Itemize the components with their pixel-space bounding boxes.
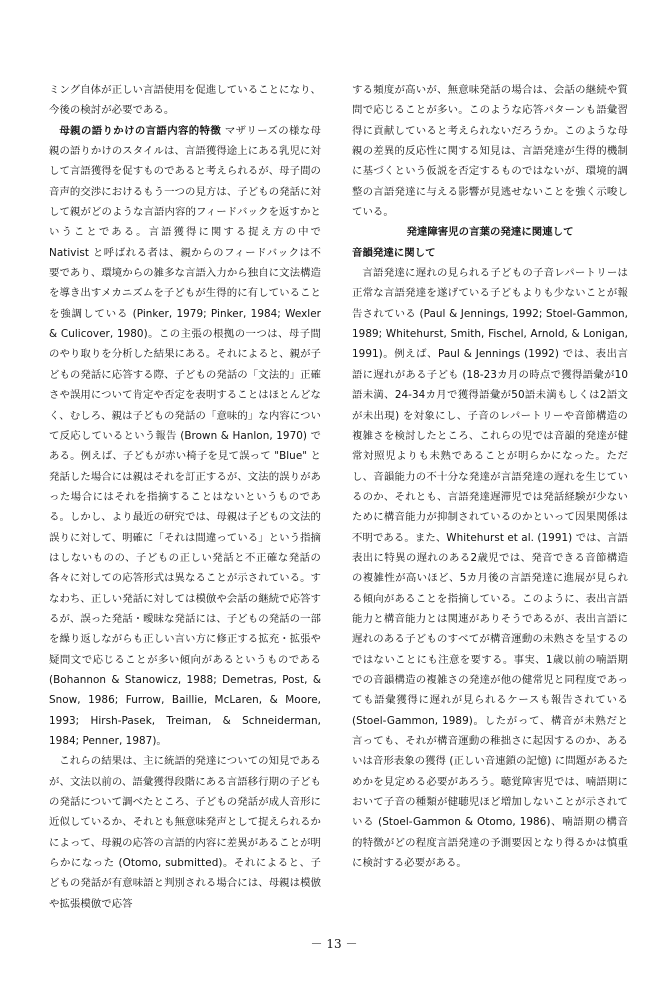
chapter-heading: 発達障害児の言葉の発達に関連して xyxy=(406,226,574,239)
left-section-paragraph xyxy=(49,121,321,752)
right-continuation-paragraph: する頻度が高いが、無意味発話の場合は、会話の継続や質問で応じることが多い。このような応答パターンも語彙習得に貢献していると考えられないだろうか。このような母親の差異的反応性に関する知見は、言語発達が生得的機制に基づくという仮説を否定するものではないが、環境的調整の言語発達に与える影響が見逃せないことを強く示唆している。 xyxy=(352,84,628,219)
right-body-paragraph: 言語発達に遅れの見られる子どもの子音レパートリーは正常な言語発達を遂げている子どもよりも少ないことが報告されている (Paul & Jennings, 1992; Stoel-Gammon, 1989; Whitehurst, Smith, Fischel, Arnold, & Lonigan, 1991)。例えば、Paul & Jennings (1992) では、表出言語に遅れがある子ども (18-23カ月の時点で獲得語彙が10語未満、24-34カ月で獲得語彙が50語未満もしくは2語文が未出現) を対象にし、子音のレパートリーや音節構造の複雑さを検討したところ、これらの児では音韻的発達が健常対照児よりも未熟であることが明らかになった。ただし、音韻能力の不十分な発達が言語発達の遅れを生じているのか、それとも、言語発達遅滞児では発話経験が少ないために構音能力が抑制されているのかといって因果関係は不明である。また、Whitehurst et al. (1991) では、言語表出に特異の遅れのある2歳児では、発音できる音節構造の複雑性が高いほど、5カ月後の言語発達に進展が見られる傾向があることを指摘している。このように、表出言語能力と構音能力とは関連がありそうであるが、表出言語に遅れのある子どものすべてが構音運動の未熟さを呈するのではないことにも注意を要する。事実、1歳以前の喃語期での音韻構造の複雑さの発達が他の健常児と同程度であっても語彙獲得に遅れが見られるケースも報告されている (Stoel-Gammon, 1989)。したがって、構音が未熟だと言っても、それが構音運動の稚拙さに起因するのか、あるいは音形表象の獲得 (正しい音連鎖の記憶) に問題があるためかを見定める必要があろう。聴覚障害児では、喃語期において子音の種類が健聴児ほど増加しないことが示されている (Stoel-Gammon & Otomo, 1986)、喃語期の構音的特徴がどの程度言語発達の予測要因となり得るかは慎重に検討する必要がある。 xyxy=(352,267,628,870)
left-continuation-paragraph: ミング自体が正しい言語使用を促進していることになり、今後の検討が必要である。 xyxy=(49,84,321,117)
left-column xyxy=(49,80,321,914)
section-body: マザリーズの様な母親の語りかけのスタイルは、言語獲得途上にある乳児に対して言語獲得を促すものであると考えられるが、母子間の音声的交渉におけるもう一つの見方は、子どもの発話に対して親がどのような言語内容的フィードバックを返すかということである。言語獲得に関する捉え方の中で Nativist と呼ばれる者は、親からのフィードバックは不要であり、環境からの雑多な言語入力から独自に文法構造を導き出すメカニズムを子どもが生得的に有していることを強調している (Pinker, 1979; Pinker, 1984; Wexler & Culicover, 1980)。この主張の根拠の一つは、母子間のやり取りを分析した結果にある。それによると、親が子どもの発話に応答する際、子どもの発話の「文法的」正確さや誤用について肯定や否定を表明することはほとんどなく、むしろ、親は子どもの発話の「意味的」な内容について反応しているという報告 (Brown & Hanlon, 1970) である。例えば、子どもが赤い椅子を見て誤って "Blue" と発話した場合には親はそれを訂正するが、文法的誤りがあった場合にはそれを指摘することはないというものである。しかし、より最近の研究では、母親は子どもの文法的誤りに対して、明確に「それは間違っている」という指摘はしないものの、子どもの正しい発話と不正確な発話の各々に対しての応答形式は異なることが示されている。すなわち、正しい発話に対しては模倣や会話の継続で応答するが、誤った発話・曖昧な発話には、子どもの発話の一部を繰り返しながらも正しい言い方に修正する拡充・拡張や疑問文で応じることが多い傾向があるというものである (Bohannon & Stanowicz, 1988; Demetras, Post, & Snow, 1986; Furrow, Baillie, McLaren, & Moore, 1993; Hirsh-Pasek, Treiman, & Schneiderman, 1984; Penner, 1987)。 xyxy=(49,124,322,747)
page-number: － 13 － xyxy=(310,937,358,951)
right-column xyxy=(352,80,628,873)
left-paragraph-2: これらの結果は、主に統語的発達についての知見であるが、文法以前の、語彙獲得段階にある言語移行期の子どもの発話について調べたところ、子どもの発話が成人音形に近似しているか、それとも無意味発声として捉えられるかによって、母親の応答の言語的内容に差異があることが明らかになった (Otomo, submitted)。それによると、子どもの発話が有意味語と判別される場合には、母親は模倣や拡張模倣で応答 xyxy=(49,755,321,910)
section-title: 母親の語りかけの言語内容的特徴 xyxy=(59,124,222,137)
subheading: 音韻発達に関して xyxy=(352,246,436,259)
